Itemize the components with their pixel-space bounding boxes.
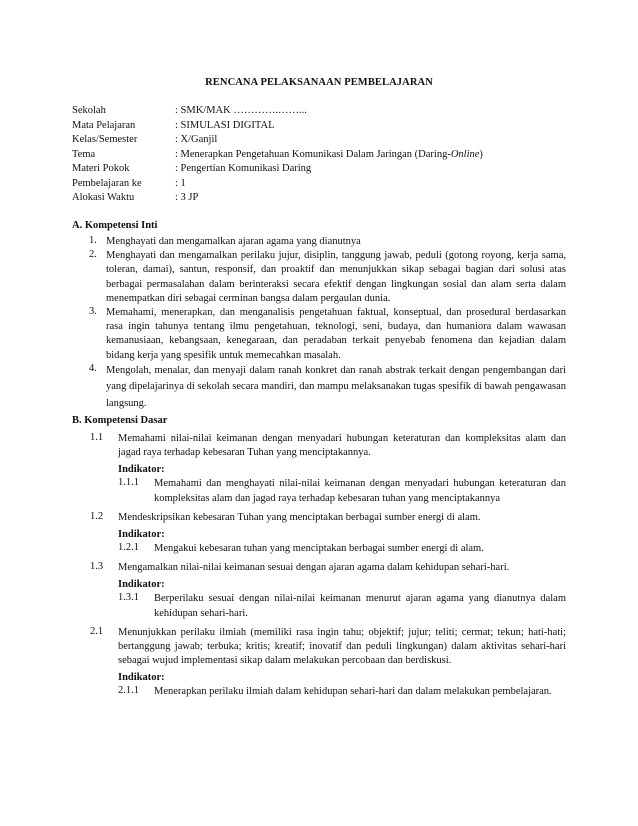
kd-item [90, 511, 566, 525]
identity-label: Alokasi Waktu [72, 192, 135, 203]
section-b-heading: B. Kompetensi Dasar [72, 415, 168, 426]
identity-row-pembelajaran-ke [72, 177, 483, 192]
identity-value-end: ) [479, 148, 483, 160]
indikator-text: Menerapkan perilaku ilmiah dalam kehidupan sehari-hari dan dalam melakukan pembelajaran. [154, 686, 552, 698]
indikator-item [118, 685, 566, 699]
indikator-heading: Indikator: [118, 529, 165, 541]
indikator-text: Berperilaku sesuai dengan nilai-nilai keimanan menurut ajaran agama yang dianutnya dalam kehidupan sehari-hari. [154, 593, 566, 619]
indikator-item [118, 477, 566, 505]
kd-text: Menunjukkan perilaku ilmiah (memiliki rasa ingin tahu; objektif; jujur; teliti; cermat; tekun; hati-hati; bertanggung jawab; terbuka; kritis; kreatif; inovatif dan peduli lingkungan) dalam aktivitas sehari-hari sebagai wujud implementasi sikap dalam melakukan percobaan dan berdiskusi. [118, 626, 566, 667]
kd-text: Memahami nilai-nilai keimanan dengan menyadari hubungan keteraturan dan kompleksitas alam dan jagad raya terhadap kebesaran Tuhan yang menciptakannya. [118, 433, 566, 459]
identity-row-sekolah [72, 104, 483, 119]
indikator-number: 1.3.1 [118, 592, 139, 604]
kd-number: 1.1 [90, 432, 104, 443]
kd-text: Mendeskripsikan kebesaran Tuhan yang menciptakan berbagai sumber energi di alam. [118, 511, 481, 523]
identity-row-materi-pokok [72, 162, 483, 177]
identity-label: Sekolah [72, 105, 106, 116]
list-item [89, 306, 566, 363]
list-text: Menghayati dan mengamalkan perilaku jujur, disiplin, tanggung jawab, peduli (gotong royong, kerja sama, toleran, damai), santun, responsif, dan proaktif dan menunjukkan sikap sebagai bagian dari solusi atas berbagai permasalahan dalam berinteraksi secara efektif dengan lingkungan sosial dan alam serta dalam menempatkan diri sebagai cerminan bangsa dalam pergaulan dunia. [106, 250, 566, 304]
list-number: 1. [89, 235, 97, 246]
kd-text: Mengamalkan nilai-nilai keimanan sesuai dengan ajaran agama dalam kehidupan sehari-hari. [118, 562, 510, 574]
identity-label: Pembelajaran ke [72, 177, 142, 189]
list-number: 2. [89, 249, 97, 261]
list-text: Mengolah, menalar, dan menyaji dalam ranah konkret dan ranah abstrak terkait dengan pengembangan dari yang dipelajarinya di sekolah secara mandiri, dan mampu melaksanakan tugas spesifik di bawah pengawasan langsung. [106, 364, 566, 409]
indikator-heading: Indikator: [118, 672, 165, 684]
indikator-heading: Indikator: [118, 464, 165, 476]
list-text: Memahami, menerapkan, dan menganalisis pengetahuan faktual, konseptual, dan prosedural berdasarkan rasa ingin tahunya tentang ilmu pengetahuan, teknologi, seni, budaya, dan humaniora dalam wawasan kemanusiaan, kebangsaan, kenegaraan, dan peradaban terkait penyebab fenomena dan kejadian dalam bidang kerja yang spesifik untuk memecahkan masalah. [106, 307, 566, 361]
indikator-number: 1.1.1 [118, 477, 139, 489]
kd-item [90, 561, 566, 575]
identity-row-tema [72, 148, 483, 163]
identity-value: : SIMULASI DIGITAL [175, 119, 275, 131]
list-text: Menghayati dan mengamalkan ajaran agama yang dianutnya [106, 236, 361, 247]
kd-number: 2.1 [90, 625, 104, 637]
identity-value: : Pengertian Komunikasi Daring [175, 163, 312, 174]
identity-row-mata-pelajaran [72, 119, 483, 134]
kompetensi-inti-list [89, 235, 566, 412]
indikator-number: 2.1.1 [118, 685, 139, 697]
indikator-text: Memahami dan menghayati nilai-nilai keimanan dengan menyadari hubungan keteraturan dan kompleksitas alam dan jagad raya terhadap kebesaran tuhan yang menciptakannya [154, 478, 566, 504]
identity-value [175, 148, 483, 163]
identity-value: : 1 [175, 177, 186, 189]
list-number: 4. [89, 362, 97, 374]
identity-label: Kelas/Semester [72, 134, 138, 145]
indikator-number: 1.2.1 [118, 542, 139, 554]
list-number: 3. [89, 306, 97, 318]
list-item [89, 363, 566, 413]
identity-row-kelas-semester [72, 133, 483, 148]
kd-number: 1.2 [90, 510, 104, 522]
list-item [89, 249, 566, 306]
kd-item [90, 626, 566, 669]
indikator-item [118, 542, 566, 556]
identity-label: Mata Pelajaran [72, 119, 136, 131]
kd-number: 1.3 [90, 561, 104, 573]
list-item [89, 235, 566, 249]
identity-value-italic: Online [450, 148, 480, 160]
section-a-heading: A. Kompetensi Inti [72, 220, 158, 231]
kompetensi-dasar-list [90, 432, 566, 700]
identity-value: : X/Ganjil [175, 134, 218, 145]
identity-label: Materi Pokok [72, 163, 130, 174]
indikator-text: Mengakui kebesaran tuhan yang menciptakan berbagai sumber energi di alam. [154, 543, 484, 555]
identity-table [72, 104, 483, 206]
kd-item [90, 432, 566, 460]
identity-label: Tema [72, 148, 96, 160]
identity-value: : SMK/MAK ………….……... [175, 105, 307, 116]
identity-value: : 3 JP [175, 192, 199, 203]
indikator-heading: Indikator: [118, 579, 165, 591]
indikator-item [118, 592, 566, 620]
identity-value-main: : Menerapkan Pengetahuan Komunikasi Dalam Jaringan (Daring- [175, 148, 451, 160]
identity-row-alokasi-waktu [72, 191, 483, 206]
document-title: RENCANA PELAKSANAAN PEMBELAJARAN [205, 77, 433, 88]
